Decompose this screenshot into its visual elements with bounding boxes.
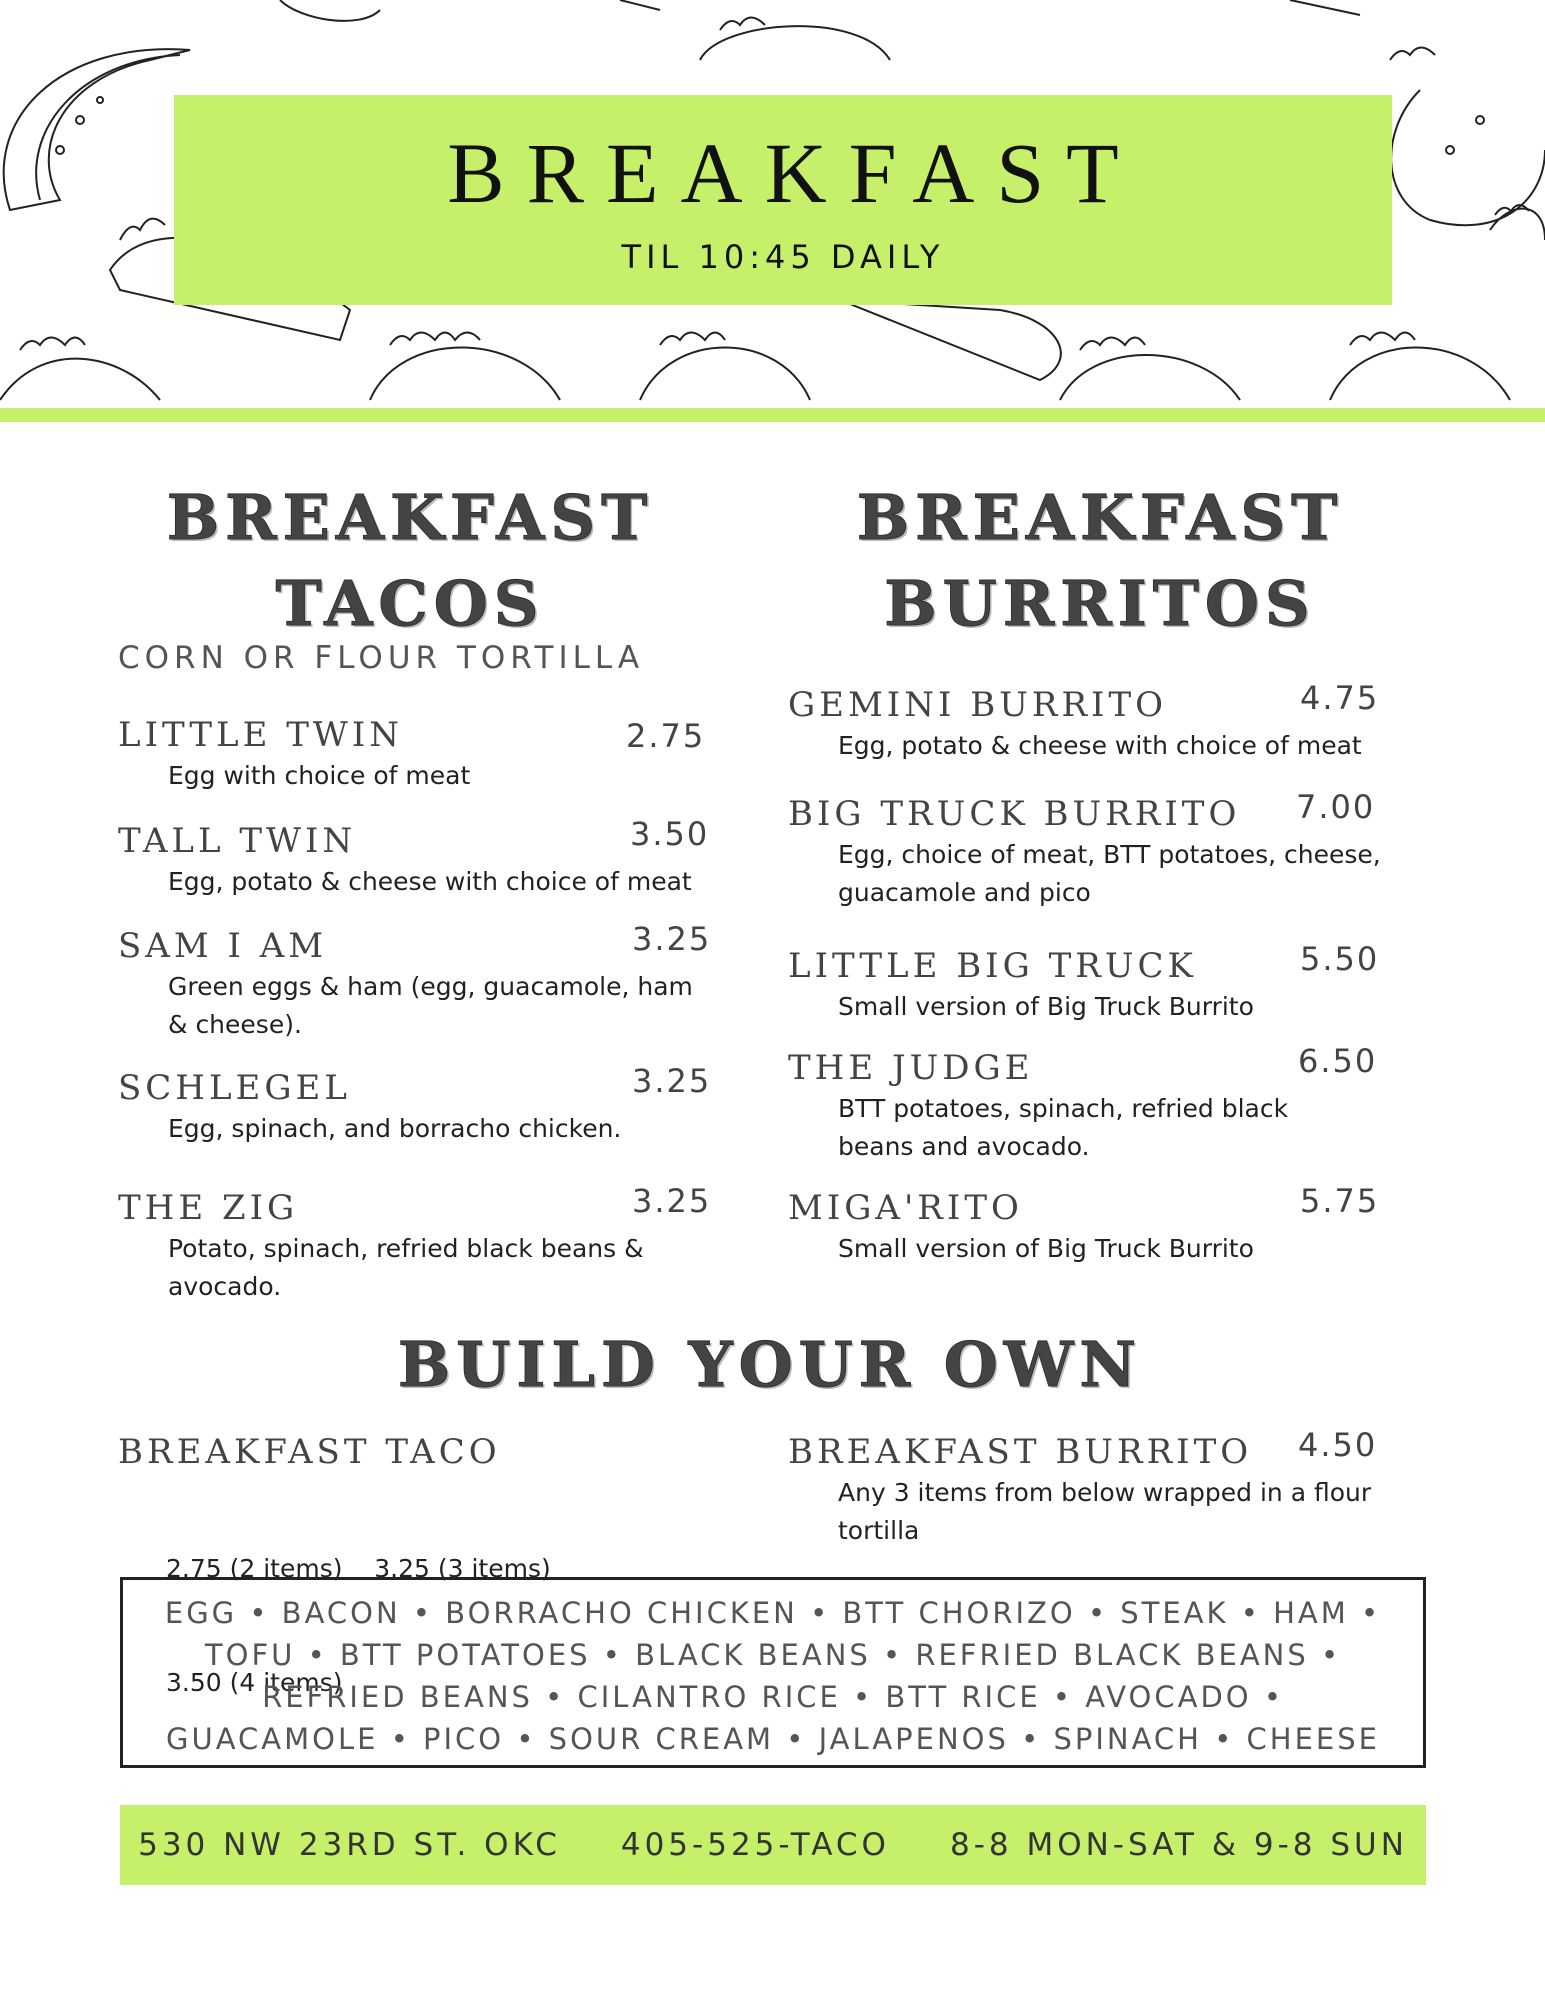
footer-address: 530 NW 23RD ST. OKC (138, 1827, 561, 1863)
burritos-heading-line1: BREAKFAST (856, 481, 1344, 554)
item-description-line: 3.50 (4 items) (166, 1668, 343, 1697)
item-description: Small version of Big Truck Burrito (838, 1234, 1254, 1263)
item-name: THE JUDGE (788, 1048, 1034, 1088)
item-description-line: Egg, choice of meat, BTT potatoes, cheese, (838, 840, 1381, 869)
item-price: 3.50 (630, 815, 710, 853)
taco-illustration-icon (640, 333, 810, 401)
item-price: 4.50 (1298, 1426, 1378, 1464)
item-price: 5.50 (1300, 940, 1380, 978)
footer-hours: 8-8 MON-SAT & 9-8 SUN (949, 1827, 1408, 1863)
item-name: MIGA'RITO (788, 1188, 1023, 1228)
item-description-line: 2.75 (2 items) 3.25 (3 items) (166, 1554, 551, 1583)
item-description: Egg, potato & cheese with choice of meat (168, 867, 692, 896)
item-description-line: tortilla (838, 1516, 920, 1545)
item-name: LITTLE TWIN (118, 715, 404, 755)
menu-item (118, 715, 718, 795)
item-description-line: BTT potatoes, spinach, refried black (838, 1094, 1289, 1123)
item-name: LITTLE BIG TRUCK (788, 946, 1197, 986)
item-description: Small version of Big Truck Burrito (838, 992, 1254, 1021)
tortilla-note: CORN OR FLOUR TORTILLA (118, 640, 645, 676)
taco-illustration-icon (1390, 48, 1545, 226)
burritos-heading (840, 475, 1360, 647)
page-subtitle: TIL 10:45 DAILY (621, 238, 945, 276)
taco-illustration-icon (1330, 333, 1510, 401)
item-description-line: & cheese). (168, 1010, 302, 1039)
taco-illustration-icon (4, 49, 190, 210)
ingredients-line: GUACAMOLE • PICO • SOUR CREAM • JALAPENOS • SPINACH • CHEESE (166, 1722, 1380, 1756)
item-description (838, 1090, 1388, 1166)
item-name: TALL TWIN (118, 821, 357, 861)
item-description: Egg, spinach, and borracho chicken. (168, 1114, 622, 1143)
item-description-line: Any 3 items from below wrapped in a flour (838, 1478, 1372, 1507)
header-divider (0, 408, 1545, 422)
item-description (168, 968, 718, 1044)
item-description-line: avocado. (168, 1272, 282, 1301)
menu-item (118, 815, 718, 901)
item-description: Egg with choice of meat (168, 761, 471, 790)
item-name: BIG TRUCK BURRITO (788, 794, 1241, 834)
taco-illustration-icon (0, 338, 160, 401)
menu-item (788, 1042, 1388, 1166)
item-description-line: Potato, spinach, refried black beans & (168, 1234, 644, 1263)
item-name: BREAKFAST BURRITO (788, 1432, 1253, 1472)
taco-illustration-icon (1490, 205, 1545, 240)
item-description (838, 1474, 1408, 1550)
menu-item (788, 679, 1388, 765)
tacos-heading (140, 475, 680, 647)
item-price: 3.25 (632, 1062, 712, 1100)
taco-illustration-icon (1060, 338, 1240, 401)
item-description (838, 836, 1408, 912)
item-description (168, 1230, 718, 1306)
item-price: 7.00 (1296, 788, 1376, 826)
item-description: Egg, potato & cheese with choice of meat (838, 731, 1362, 760)
taco-illustration-icon (280, 0, 1360, 21)
item-name: BREAKFAST TACO (118, 1432, 501, 1472)
byo-burrito (788, 1426, 1408, 1550)
burritos-heading-line2: BURRITOS (884, 567, 1316, 640)
item-price: 3.25 (632, 920, 712, 958)
item-name: SAM I AM (118, 926, 328, 966)
page-title: BREAKFAST (447, 125, 1141, 221)
ingredients-box (120, 1577, 1426, 1768)
taco-illustration-icon (370, 333, 560, 401)
item-name: SCHLEGEL (118, 1068, 351, 1108)
ingredients-line: TOFU • BTT POTATOES • BLACK BEANS • REFRIED BLACK BEANS • (204, 1638, 1342, 1672)
item-price: 2.75 (626, 717, 706, 755)
item-description-line: beans and avocado. (838, 1132, 1090, 1161)
taco-illustration-icon (840, 300, 1061, 380)
footer-phone: 405-525-TACO (620, 1827, 890, 1863)
footer-bar (120, 1805, 1426, 1885)
tacos-heading-line2: TACOS (275, 567, 545, 640)
item-name: THE ZIG (118, 1188, 299, 1228)
menu-item (118, 1062, 718, 1148)
ingredients-line: REFRIED BEANS • CILANTRO RICE • BTT RICE • AVOCADO • (262, 1680, 1284, 1714)
item-description-line: guacamole and pico (838, 878, 1091, 907)
item-name: GEMINI BURRITO (788, 685, 1168, 725)
taco-illustration-icon (700, 18, 890, 61)
menu-item (118, 1182, 718, 1306)
item-description-line: Green eggs & ham (egg, guacamole, ham (168, 972, 693, 1001)
item-price: 4.75 (1300, 679, 1380, 717)
item-price: 5.75 (1300, 1182, 1380, 1220)
menu-item (788, 1182, 1388, 1268)
tacos-heading-line1: BREAKFAST (166, 481, 654, 554)
title-banner (174, 95, 1392, 305)
menu-item (118, 920, 718, 1044)
build-your-own-heading: BUILD YOUR OWN (397, 1328, 1143, 1401)
menu-item (788, 788, 1408, 912)
item-price: 3.25 (632, 1182, 712, 1220)
menu-item (788, 940, 1388, 1026)
ingredients-line: EGG • BACON • BORRACHO CHICKEN • BTT CHORIZO • STEAK • HAM • (164, 1596, 1382, 1630)
item-price: 6.50 (1298, 1042, 1378, 1080)
